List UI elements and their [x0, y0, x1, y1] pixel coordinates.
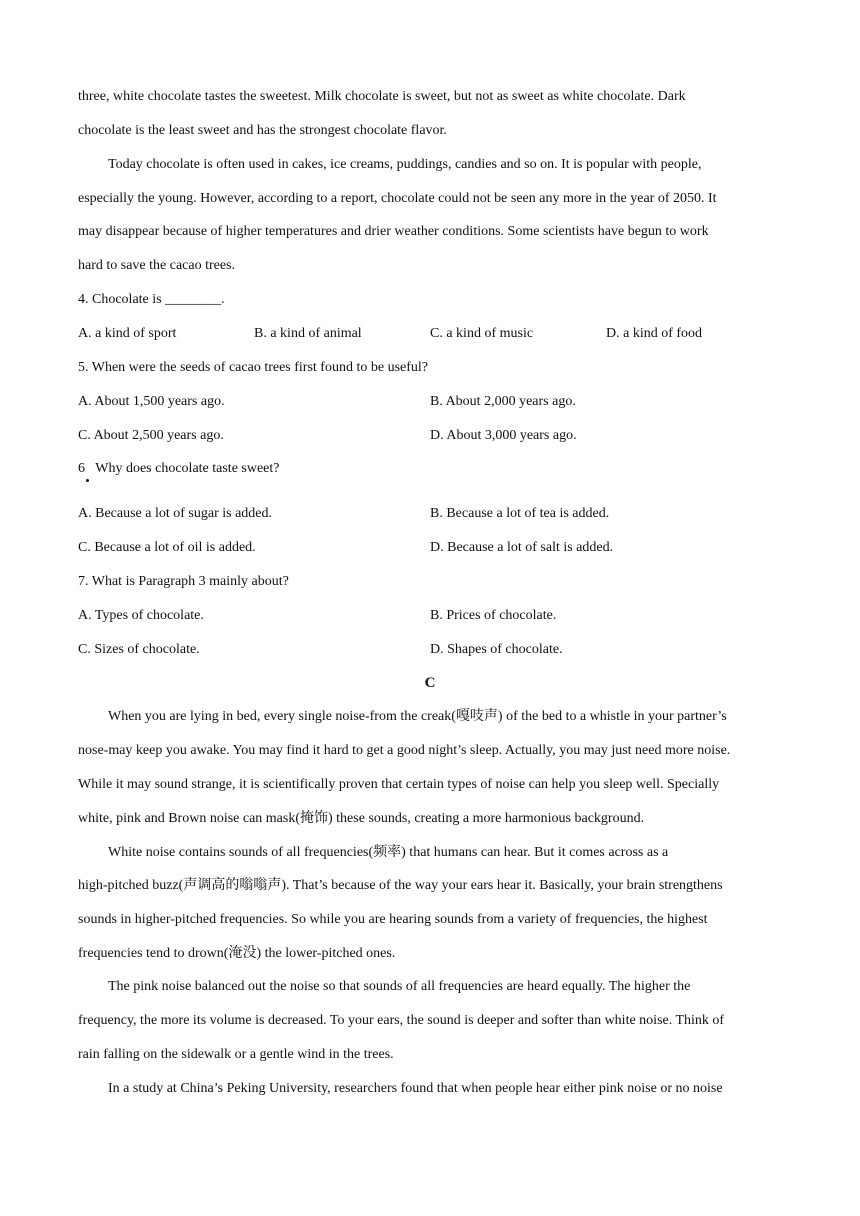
paragraph-line: white, pink and Brown noise can mask(掩饰) these sounds, creating a more harmonious background.: [78, 811, 645, 826]
question-5-stem: 5. When were the seeds of cacao trees first found to be useful?: [78, 360, 428, 375]
paragraph-line: three, white chocolate tastes the sweetest. Milk chocolate is sweet, but not as sweet as white chocolate. Dark: [78, 89, 686, 104]
question-6-option-d: D. Because a lot of salt is added.: [430, 540, 614, 555]
question-7-option-d: D. Shapes of chocolate.: [430, 642, 563, 657]
paragraph-line: When you are lying in bed, every single noise-from the creak(嘎吱声) of the bed to a whistle in your partner’s: [108, 709, 727, 724]
paragraph-line: rain falling on the sidewalk or a gentle wind in the trees.: [78, 1047, 394, 1062]
paragraph-line: While it may sound strange, it is scientifically proven that certain types of noise can help you sleep well. Specially: [78, 777, 720, 792]
question-4-option-c: C. a kind of music: [430, 326, 534, 341]
question-5-option-d: D. About 3,000 years ago.: [430, 428, 577, 443]
question-6-option-b: B. Because a lot of tea is added.: [430, 506, 610, 521]
paragraph-line: may disappear because of higher temperatures and drier weather conditions. Some scientists have begun to work: [78, 224, 709, 239]
question-7-option-a: A. Types of chocolate.: [78, 608, 204, 623]
paragraph-line: Today chocolate is often used in cakes, ice creams, puddings, candies and so on. It is popular with people,: [108, 157, 702, 172]
question-4-option-a: A. a kind of sport: [78, 326, 177, 341]
paragraph-line: sounds in higher-pitched frequencies. So while you are hearing sounds from a variety of frequencies, the highest: [78, 912, 708, 927]
question-7-option-c: C. Sizes of chocolate.: [78, 642, 200, 657]
paragraph-line: The pink noise balanced out the noise so that sounds of all frequencies are heard equally. The higher the: [108, 979, 691, 994]
paragraph-line: high-pitched buzz(声调高的嗡嗡声). That’s because of the way your ears hear it. Basically, your brain strengthens: [78, 878, 723, 893]
question-4-stem: 4. Chocolate is ________.: [78, 292, 225, 307]
question-6-option-c: C. Because a lot of oil is added.: [78, 540, 256, 555]
question-5-option-b: B. About 2,000 years ago.: [430, 394, 576, 409]
question-6-stem: 6 Why does chocolate taste sweet?: [78, 461, 280, 476]
paragraph-line: chocolate is the least sweet and has the strongest chocolate flavor.: [78, 123, 447, 138]
paragraph-line: In a study at China’s Peking University, researchers found that when people hear either pink noise or no noise: [108, 1081, 723, 1096]
question-5-option-a: A. About 1,500 years ago.: [78, 394, 225, 409]
question-5-option-c: C. About 2,500 years ago.: [78, 428, 224, 443]
paragraph-line: especially the young. However, according to a report, chocolate could not be seen any more in the year of 2050. It: [78, 191, 717, 206]
paragraph-line: hard to save the cacao trees.: [78, 258, 236, 273]
paragraph-line: nose-may keep you awake. You may find it hard to get a good night’s sleep. Actually, you may just need more noise.: [78, 743, 731, 758]
question-7-option-b: B. Prices of chocolate.: [430, 608, 557, 623]
paragraph-line: frequency, the more its volume is decreased. To your ears, the sound is deeper and softer than white noise. Think of: [78, 1013, 725, 1028]
paragraph-line: White noise contains sounds of all frequencies(频率) that humans can hear. But it comes across as a: [108, 845, 669, 860]
question-6-option-a: A. Because a lot of sugar is added.: [78, 506, 272, 521]
question-7-stem: 7. What is Paragraph 3 mainly about?: [78, 574, 289, 589]
stray-dot-mark: [86, 479, 89, 482]
question-4-option-b: B. a kind of animal: [254, 326, 362, 341]
paragraph-line: frequencies tend to drown(淹没) the lower-pitched ones.: [78, 946, 396, 961]
question-4-option-d: D. a kind of food: [606, 326, 703, 341]
section-heading: C: [424, 675, 436, 691]
